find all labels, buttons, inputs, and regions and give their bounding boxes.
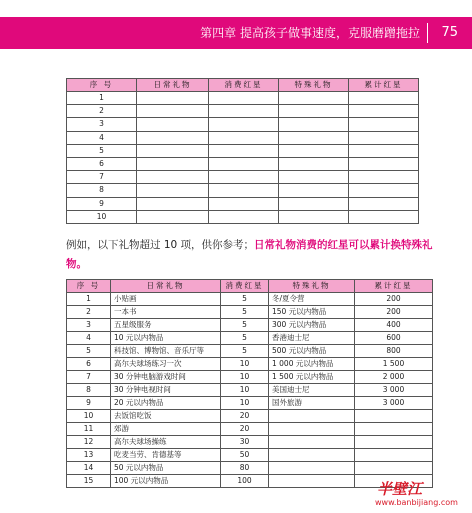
cumulative-stars — [355, 449, 433, 462]
row-number: 10 — [67, 210, 137, 223]
table-cell — [209, 184, 279, 197]
special-gift: 500 元以内物品 — [269, 345, 355, 358]
special-gift: 1 500 元以内物品 — [269, 371, 355, 384]
cumulative-stars: 1 500 — [355, 358, 433, 371]
cost-stars: 80 — [221, 462, 269, 475]
table-cell — [279, 92, 349, 105]
table-row — [67, 306, 433, 319]
table-cell — [349, 184, 419, 197]
row-number: 7 — [67, 171, 137, 184]
daily-gift: 吃麦当劳、肯德基等 — [111, 449, 221, 462]
row-number: 12 — [67, 436, 111, 449]
table-cell — [349, 144, 419, 157]
cost-stars: 5 — [221, 345, 269, 358]
table-cell — [279, 184, 349, 197]
paragraph-text: 例如，以下礼物超过 10 项，供你参考； — [66, 239, 255, 251]
row-number: 3 — [67, 118, 137, 131]
special-gift: 国外旅游 — [269, 397, 355, 410]
table-cell — [349, 105, 419, 118]
row-number: 3 — [67, 319, 111, 332]
example-paragraph — [66, 236, 436, 274]
daily-gift: 五星级服务 — [111, 319, 221, 332]
watermark-url: www.banbijiang.com — [375, 498, 458, 507]
column-header: 日常礼物 — [111, 280, 221, 293]
table-row — [67, 210, 419, 223]
table-cell — [209, 92, 279, 105]
special-gift — [269, 436, 355, 449]
table-cell — [279, 171, 349, 184]
table-cell — [209, 157, 279, 170]
table-row — [67, 157, 419, 170]
cumulative-stars — [355, 462, 433, 475]
table-cell — [279, 118, 349, 131]
cost-stars: 5 — [221, 319, 269, 332]
cumulative-stars: 400 — [355, 319, 433, 332]
row-number: 5 — [67, 144, 137, 157]
table-row — [67, 319, 433, 332]
table-row — [67, 384, 433, 397]
watermark-logo: 半壁江 — [377, 480, 423, 498]
table-cell — [279, 105, 349, 118]
table-row — [67, 423, 433, 436]
cost-stars: 10 — [221, 397, 269, 410]
special-gift: 300 元以内物品 — [269, 319, 355, 332]
table-cell — [209, 210, 279, 223]
table-row — [67, 92, 419, 105]
special-gift — [269, 449, 355, 462]
table-cell — [349, 157, 419, 170]
reward-example-table — [66, 279, 433, 488]
daily-gift: 30 分钟电视时间 — [111, 384, 221, 397]
row-number: 15 — [67, 475, 111, 488]
table-cell — [137, 105, 209, 118]
chapter-header — [0, 17, 472, 49]
row-number: 2 — [67, 306, 111, 319]
table-row — [67, 358, 433, 371]
table-cell — [209, 131, 279, 144]
table-row — [67, 144, 419, 157]
row-number: 8 — [67, 184, 137, 197]
table-cell — [349, 92, 419, 105]
cumulative-stars — [355, 423, 433, 436]
header-divider — [427, 23, 428, 43]
cumulative-stars: 3 000 — [355, 384, 433, 397]
row-number: 9 — [67, 197, 137, 210]
row-number: 7 — [67, 371, 111, 384]
table-row — [67, 345, 433, 358]
table-cell — [137, 157, 209, 170]
daily-gift: 高尔夫球场练习一次 — [111, 358, 221, 371]
column-header: 序 号 — [67, 280, 111, 293]
cumulative-stars — [355, 436, 433, 449]
table-cell — [349, 210, 419, 223]
special-gift: 150 元以内物品 — [269, 306, 355, 319]
cumulative-stars: 600 — [355, 332, 433, 345]
column-header: 特殊礼物 — [279, 79, 349, 92]
table-cell — [209, 144, 279, 157]
empty-reward-table — [66, 78, 419, 224]
row-number: 8 — [67, 384, 111, 397]
chapter-title: 第四章 提高孩子做事速度，克服磨蹭拖拉 — [200, 26, 420, 40]
cost-stars: 20 — [221, 423, 269, 436]
table-row — [67, 397, 433, 410]
cost-stars: 100 — [221, 475, 269, 488]
table-header-row — [67, 79, 419, 92]
daily-gift: 郊游 — [111, 423, 221, 436]
row-number: 4 — [67, 131, 137, 144]
table-cell — [137, 118, 209, 131]
row-number: 6 — [67, 157, 137, 170]
table-cell — [349, 171, 419, 184]
daily-gift: 科技馆、博物馆、音乐厅等 — [111, 345, 221, 358]
table-cell — [209, 171, 279, 184]
table-cell — [137, 184, 209, 197]
table-row — [67, 118, 419, 131]
daily-gift: 10 元以内物品 — [111, 332, 221, 345]
paragraph-highlight: 日常礼物消费的红星可以累计换特殊礼物。 — [66, 239, 433, 270]
cost-stars: 5 — [221, 293, 269, 306]
table-row — [67, 371, 433, 384]
daily-gift: 小贴画 — [111, 293, 221, 306]
row-number: 13 — [67, 449, 111, 462]
cost-stars: 10 — [221, 384, 269, 397]
column-header: 日常礼物 — [137, 79, 209, 92]
table-cell — [349, 197, 419, 210]
table-row — [67, 131, 419, 144]
table-row — [67, 436, 433, 449]
table-cell — [209, 105, 279, 118]
table-cell — [349, 131, 419, 144]
cumulative-stars: 200 — [355, 306, 433, 319]
table-row — [67, 410, 433, 423]
table-cell — [137, 144, 209, 157]
special-gift — [269, 475, 355, 488]
daily-gift: 高尔夫球场操练 — [111, 436, 221, 449]
special-gift: 冬/夏令营 — [269, 293, 355, 306]
cost-stars: 10 — [221, 358, 269, 371]
daily-gift: 一本书 — [111, 306, 221, 319]
row-number: 4 — [67, 332, 111, 345]
table-header-row — [67, 280, 433, 293]
daily-gift: 50 元以内物品 — [111, 462, 221, 475]
cumulative-stars — [355, 410, 433, 423]
table-cell — [279, 144, 349, 157]
table-cell — [279, 197, 349, 210]
table-cell — [279, 131, 349, 144]
table-cell — [209, 197, 279, 210]
column-header: 特殊礼物 — [269, 280, 355, 293]
table-row — [67, 449, 433, 462]
page-number: 75 — [441, 25, 458, 40]
cumulative-stars: 3 000 — [355, 397, 433, 410]
row-number: 5 — [67, 345, 111, 358]
special-gift: 美国迪士尼 — [269, 384, 355, 397]
column-header: 序 号 — [67, 79, 137, 92]
cumulative-stars: 200 — [355, 293, 433, 306]
special-gift — [269, 462, 355, 475]
cumulative-stars: 2 000 — [355, 371, 433, 384]
table-cell — [209, 118, 279, 131]
column-header: 消费红星 — [221, 280, 269, 293]
table-cell — [137, 131, 209, 144]
daily-gift: 去饭馆吃饭 — [111, 410, 221, 423]
special-gift — [269, 410, 355, 423]
column-header: 消费红星 — [209, 79, 279, 92]
table-cell — [137, 197, 209, 210]
special-gift: 香港迪士尼 — [269, 332, 355, 345]
daily-gift: 30 分钟电脑游戏时间 — [111, 371, 221, 384]
special-gift: 1 000 元以内物品 — [269, 358, 355, 371]
table-row — [67, 462, 433, 475]
table-cell — [137, 171, 209, 184]
row-number: 9 — [67, 397, 111, 410]
column-header: 累计红星 — [355, 280, 433, 293]
column-header: 累计红星 — [349, 79, 419, 92]
table-row — [67, 293, 433, 306]
special-gift — [269, 423, 355, 436]
table-row — [67, 184, 419, 197]
row-number: 10 — [67, 410, 111, 423]
row-number: 11 — [67, 423, 111, 436]
row-number: 14 — [67, 462, 111, 475]
table-cell — [279, 210, 349, 223]
cost-stars: 10 — [221, 371, 269, 384]
table-cell — [349, 118, 419, 131]
table-row — [67, 105, 419, 118]
row-number: 2 — [67, 105, 137, 118]
daily-gift: 100 元以内物品 — [111, 475, 221, 488]
daily-gift: 20 元以内物品 — [111, 397, 221, 410]
row-number: 6 — [67, 358, 111, 371]
table-row — [67, 332, 433, 345]
table-row — [67, 171, 419, 184]
cost-stars: 5 — [221, 306, 269, 319]
row-number: 1 — [67, 92, 137, 105]
cost-stars: 20 — [221, 410, 269, 423]
row-number: 1 — [67, 293, 111, 306]
table-cell — [137, 92, 209, 105]
cost-stars: 30 — [221, 436, 269, 449]
cumulative-stars: 800 — [355, 345, 433, 358]
table-row — [67, 197, 419, 210]
table-cell — [137, 210, 209, 223]
table-cell — [279, 157, 349, 170]
cost-stars: 50 — [221, 449, 269, 462]
cost-stars: 5 — [221, 332, 269, 345]
